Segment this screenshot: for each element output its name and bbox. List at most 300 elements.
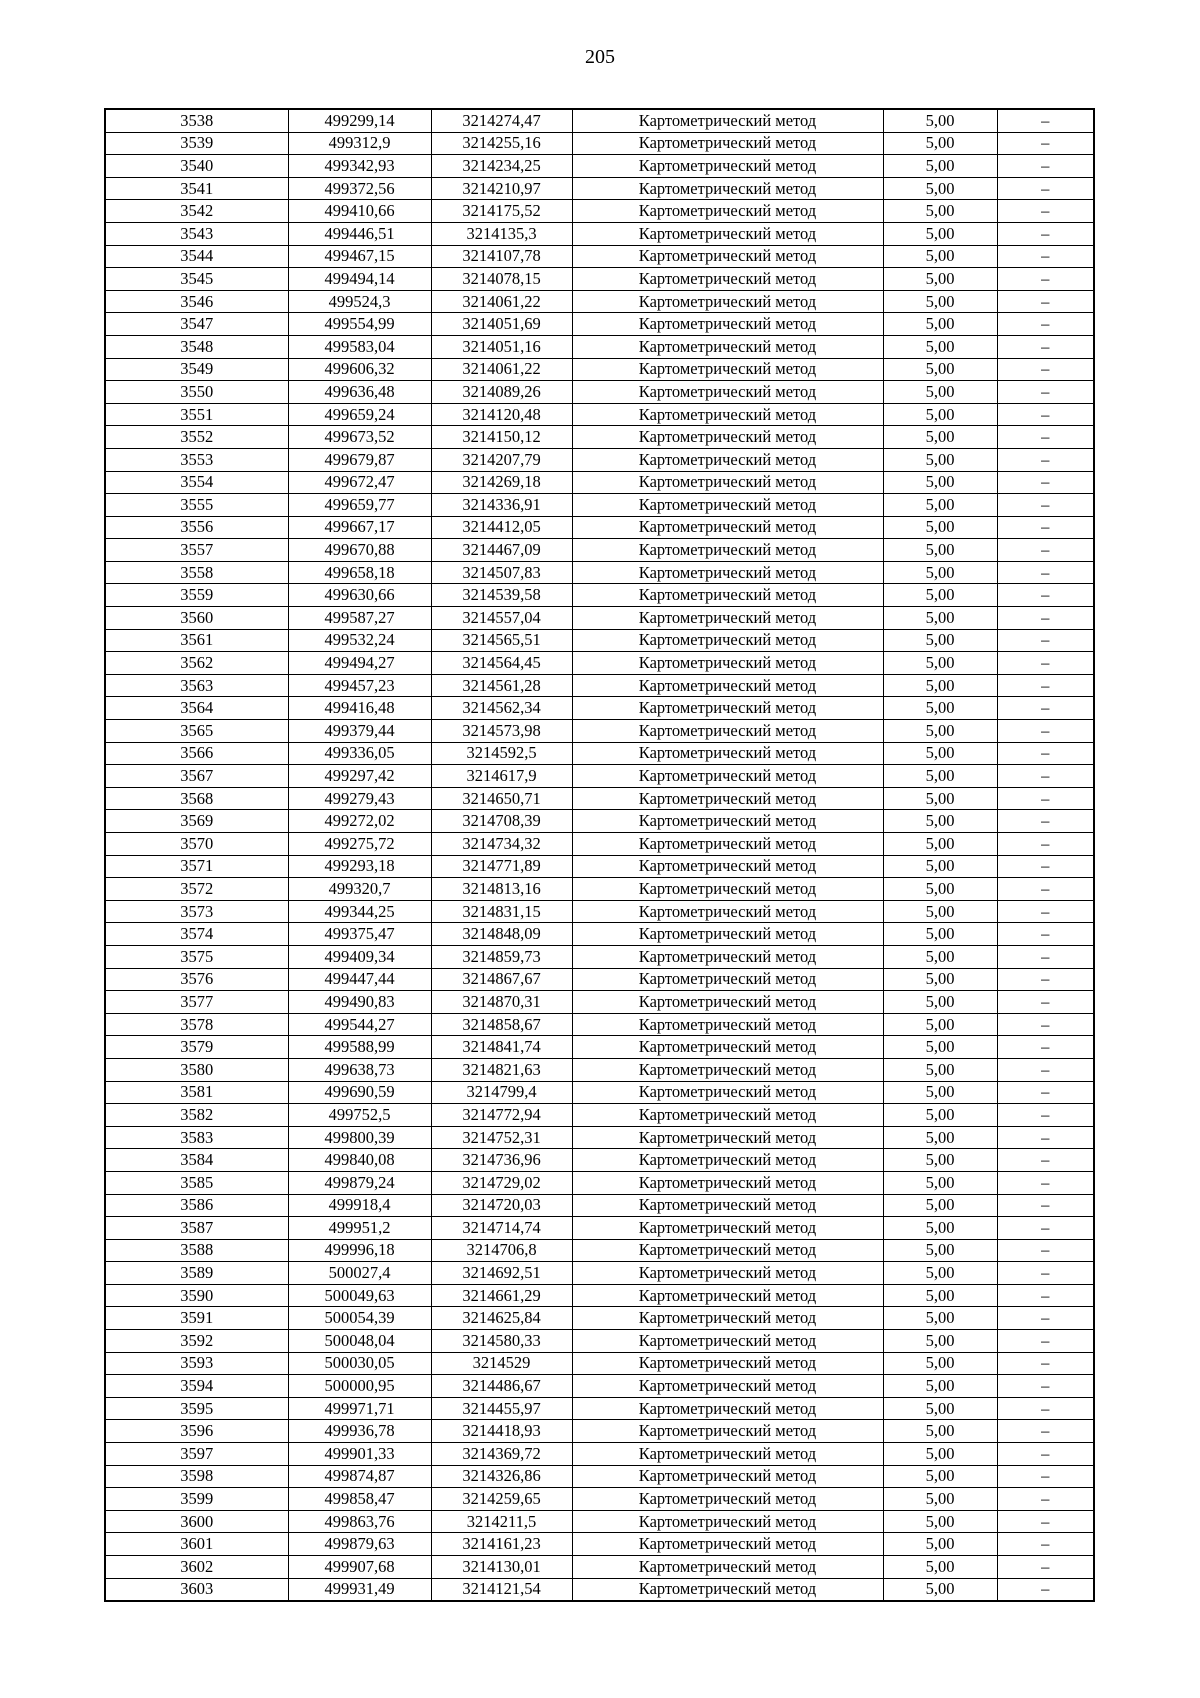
- accuracy-cell: 5,00: [883, 290, 997, 313]
- method-cell: Картометрический метод: [572, 968, 883, 991]
- method-cell: Картометрический метод: [572, 268, 883, 291]
- x-coordinate-cell: 499379,44: [288, 720, 431, 743]
- table-row: [105, 1262, 1094, 1285]
- x-coordinate-cell: 500030,05: [288, 1352, 431, 1375]
- description-cell: –: [997, 968, 1094, 991]
- method-cell: Картометрический метод: [572, 1578, 883, 1601]
- description-cell: –: [997, 878, 1094, 901]
- method-cell: Картометрический метод: [572, 1307, 883, 1330]
- method-cell: Картометрический метод: [572, 720, 883, 743]
- accuracy-cell: 5,00: [883, 132, 997, 155]
- accuracy-cell: 5,00: [883, 245, 997, 268]
- y-coordinate-cell: 3214848,09: [431, 923, 572, 946]
- table-row: [105, 1510, 1094, 1533]
- accuracy-cell: 5,00: [883, 539, 997, 562]
- point-number-cell: 3603: [105, 1578, 288, 1601]
- x-coordinate-cell: 499670,88: [288, 539, 431, 562]
- table-row: [105, 1194, 1094, 1217]
- table-row: [105, 1036, 1094, 1059]
- point-number-cell: 3578: [105, 1013, 288, 1036]
- y-coordinate-cell: 3214841,74: [431, 1036, 572, 1059]
- y-coordinate-cell: 3214207,79: [431, 448, 572, 471]
- y-coordinate-cell: 3214831,15: [431, 900, 572, 923]
- x-coordinate-cell: 499858,47: [288, 1488, 431, 1511]
- y-coordinate-cell: 3214255,16: [431, 132, 572, 155]
- y-coordinate-cell: 3214161,23: [431, 1533, 572, 1556]
- y-coordinate-cell: 3214269,18: [431, 471, 572, 494]
- description-cell: –: [997, 1126, 1094, 1149]
- point-number-cell: 3582: [105, 1104, 288, 1127]
- table-row: [105, 448, 1094, 471]
- accuracy-cell: 5,00: [883, 923, 997, 946]
- accuracy-cell: 5,00: [883, 1443, 997, 1466]
- description-cell: –: [997, 1510, 1094, 1533]
- table-row: [105, 607, 1094, 630]
- point-number-cell: 3562: [105, 652, 288, 675]
- table-row: [105, 290, 1094, 313]
- x-coordinate-cell: 500049,63: [288, 1284, 431, 1307]
- point-number-cell: 3599: [105, 1488, 288, 1511]
- description-cell: –: [997, 1307, 1094, 1330]
- y-coordinate-cell: 3214234,25: [431, 155, 572, 178]
- accuracy-cell: 5,00: [883, 335, 997, 358]
- x-coordinate-cell: 499690,59: [288, 1081, 431, 1104]
- description-cell: –: [997, 132, 1094, 155]
- point-number-cell: 3565: [105, 720, 288, 743]
- description-cell: –: [997, 1104, 1094, 1127]
- y-coordinate-cell: 3214859,73: [431, 945, 572, 968]
- x-coordinate-cell: 499840,08: [288, 1149, 431, 1172]
- method-cell: Картометрический метод: [572, 426, 883, 449]
- accuracy-cell: 5,00: [883, 1239, 997, 1262]
- description-cell: –: [997, 200, 1094, 223]
- y-coordinate-cell: 3214650,71: [431, 787, 572, 810]
- description-cell: –: [997, 1036, 1094, 1059]
- table-row: [105, 855, 1094, 878]
- table-row: [105, 1239, 1094, 1262]
- x-coordinate-cell: 499672,47: [288, 471, 431, 494]
- method-cell: Картометрический метод: [572, 1171, 883, 1194]
- method-cell: Картометрический метод: [572, 471, 883, 494]
- accuracy-cell: 5,00: [883, 833, 997, 856]
- table-row: [105, 1104, 1094, 1127]
- method-cell: Картометрический метод: [572, 900, 883, 923]
- point-number-cell: 3573: [105, 900, 288, 923]
- accuracy-cell: 5,00: [883, 720, 997, 743]
- accuracy-cell: 5,00: [883, 652, 997, 675]
- y-coordinate-cell: 3214061,22: [431, 290, 572, 313]
- accuracy-cell: 5,00: [883, 1533, 997, 1556]
- method-cell: Картометрический метод: [572, 1036, 883, 1059]
- table-row: [105, 155, 1094, 178]
- y-coordinate-cell: 3214870,31: [431, 991, 572, 1014]
- table-row: [105, 945, 1094, 968]
- table-row: [105, 1284, 1094, 1307]
- table-row: [105, 629, 1094, 652]
- point-number-cell: 3540: [105, 155, 288, 178]
- table-row: [105, 810, 1094, 833]
- point-number-cell: 3544: [105, 245, 288, 268]
- point-number-cell: 3600: [105, 1510, 288, 1533]
- description-cell: –: [997, 177, 1094, 200]
- method-cell: Картометрический метод: [572, 1239, 883, 1262]
- y-coordinate-cell: 3214529: [431, 1352, 572, 1375]
- accuracy-cell: 5,00: [883, 1465, 997, 1488]
- description-cell: –: [997, 471, 1094, 494]
- y-coordinate-cell: 3214507,83: [431, 561, 572, 584]
- method-cell: Картометрический метод: [572, 1149, 883, 1172]
- accuracy-cell: 5,00: [883, 426, 997, 449]
- point-number-cell: 3602: [105, 1556, 288, 1579]
- accuracy-cell: 5,00: [883, 900, 997, 923]
- method-cell: Картометрический метод: [572, 1262, 883, 1285]
- table-row: [105, 787, 1094, 810]
- accuracy-cell: 5,00: [883, 1578, 997, 1601]
- point-number-cell: 3556: [105, 516, 288, 539]
- accuracy-cell: 5,00: [883, 109, 997, 132]
- y-coordinate-cell: 3214486,67: [431, 1375, 572, 1398]
- point-number-cell: 3567: [105, 765, 288, 788]
- description-cell: –: [997, 1284, 1094, 1307]
- table-row: [105, 313, 1094, 336]
- accuracy-cell: 5,00: [883, 584, 997, 607]
- x-coordinate-cell: 500027,4: [288, 1262, 431, 1285]
- x-coordinate-cell: 499800,39: [288, 1126, 431, 1149]
- y-coordinate-cell: 3214557,04: [431, 607, 572, 630]
- description-cell: –: [997, 674, 1094, 697]
- point-number-cell: 3598: [105, 1465, 288, 1488]
- point-number-cell: 3548: [105, 335, 288, 358]
- table-row: [105, 561, 1094, 584]
- point-number-cell: 3539: [105, 132, 288, 155]
- description-cell: –: [997, 1465, 1094, 1488]
- x-coordinate-cell: 499588,99: [288, 1036, 431, 1059]
- point-number-cell: 3585: [105, 1171, 288, 1194]
- table-row: [105, 245, 1094, 268]
- y-coordinate-cell: 3214418,93: [431, 1420, 572, 1443]
- coordinates-table: [104, 108, 1095, 1602]
- accuracy-cell: 5,00: [883, 1510, 997, 1533]
- y-coordinate-cell: 3214729,02: [431, 1171, 572, 1194]
- y-coordinate-cell: 3214565,51: [431, 629, 572, 652]
- point-number-cell: 3587: [105, 1217, 288, 1240]
- method-cell: Картометрический метод: [572, 629, 883, 652]
- table-row: [105, 426, 1094, 449]
- page-number: 205: [585, 46, 615, 68]
- method-cell: Картометрический метод: [572, 584, 883, 607]
- method-cell: Картометрический метод: [572, 1533, 883, 1556]
- point-number-cell: 3543: [105, 222, 288, 245]
- point-number-cell: 3581: [105, 1081, 288, 1104]
- description-cell: –: [997, 1239, 1094, 1262]
- description-cell: –: [997, 1194, 1094, 1217]
- table-row: [105, 1488, 1094, 1511]
- table-row: [105, 403, 1094, 426]
- x-coordinate-cell: 499312,9: [288, 132, 431, 155]
- y-coordinate-cell: 3214259,65: [431, 1488, 572, 1511]
- accuracy-cell: 5,00: [883, 471, 997, 494]
- x-coordinate-cell: 499532,24: [288, 629, 431, 652]
- x-coordinate-cell: 499409,34: [288, 945, 431, 968]
- method-cell: Картометрический метод: [572, 674, 883, 697]
- method-cell: Картометрический метод: [572, 742, 883, 765]
- accuracy-cell: 5,00: [883, 403, 997, 426]
- point-number-cell: 3541: [105, 177, 288, 200]
- y-coordinate-cell: 3214734,32: [431, 833, 572, 856]
- table-row: [105, 1465, 1094, 1488]
- y-coordinate-cell: 3214821,63: [431, 1058, 572, 1081]
- x-coordinate-cell: 499272,02: [288, 810, 431, 833]
- y-coordinate-cell: 3214107,78: [431, 245, 572, 268]
- y-coordinate-cell: 3214412,05: [431, 516, 572, 539]
- point-number-cell: 3580: [105, 1058, 288, 1081]
- table-row: [105, 1375, 1094, 1398]
- point-number-cell: 3558: [105, 561, 288, 584]
- method-cell: Картометрический метод: [572, 1488, 883, 1511]
- y-coordinate-cell: 3214867,67: [431, 968, 572, 991]
- accuracy-cell: 5,00: [883, 991, 997, 1014]
- x-coordinate-cell: 499638,73: [288, 1058, 431, 1081]
- method-cell: Картометрический метод: [572, 1013, 883, 1036]
- accuracy-cell: 5,00: [883, 810, 997, 833]
- method-cell: Картометрический метод: [572, 1397, 883, 1420]
- table-row: [105, 1058, 1094, 1081]
- point-number-cell: 3566: [105, 742, 288, 765]
- x-coordinate-cell: 499971,71: [288, 1397, 431, 1420]
- y-coordinate-cell: 3214467,09: [431, 539, 572, 562]
- point-number-cell: 3571: [105, 855, 288, 878]
- method-cell: Картометрический метод: [572, 878, 883, 901]
- x-coordinate-cell: 499907,68: [288, 1556, 431, 1579]
- method-cell: Картометрический метод: [572, 697, 883, 720]
- x-coordinate-cell: 499446,51: [288, 222, 431, 245]
- method-cell: Картометрический метод: [572, 155, 883, 178]
- method-cell: Картометрический метод: [572, 810, 883, 833]
- method-cell: Картометрический метод: [572, 945, 883, 968]
- method-cell: Картометрический метод: [572, 109, 883, 132]
- method-cell: Картометрический метод: [572, 1217, 883, 1240]
- method-cell: Картометрический метод: [572, 200, 883, 223]
- coordinates-table-body: [105, 109, 1094, 1601]
- accuracy-cell: 5,00: [883, 1375, 997, 1398]
- x-coordinate-cell: 499372,56: [288, 177, 431, 200]
- point-number-cell: 3574: [105, 923, 288, 946]
- accuracy-cell: 5,00: [883, 1194, 997, 1217]
- description-cell: –: [997, 109, 1094, 132]
- y-coordinate-cell: 3214661,29: [431, 1284, 572, 1307]
- description-cell: –: [997, 855, 1094, 878]
- method-cell: Картометрический метод: [572, 381, 883, 404]
- y-coordinate-cell: 3214708,39: [431, 810, 572, 833]
- point-number-cell: 3568: [105, 787, 288, 810]
- y-coordinate-cell: 3214771,89: [431, 855, 572, 878]
- x-coordinate-cell: 499490,83: [288, 991, 431, 1014]
- y-coordinate-cell: 3214706,8: [431, 1239, 572, 1262]
- method-cell: Картометрический метод: [572, 1352, 883, 1375]
- point-number-cell: 3569: [105, 810, 288, 833]
- x-coordinate-cell: 499951,2: [288, 1217, 431, 1240]
- table-row: [105, 471, 1094, 494]
- x-coordinate-cell: 500048,04: [288, 1330, 431, 1353]
- description-cell: –: [997, 290, 1094, 313]
- x-coordinate-cell: 500054,39: [288, 1307, 431, 1330]
- description-cell: –: [997, 810, 1094, 833]
- y-coordinate-cell: 3214692,51: [431, 1262, 572, 1285]
- table-row: [105, 1307, 1094, 1330]
- method-cell: Картометрический метод: [572, 403, 883, 426]
- method-cell: Картометрический метод: [572, 290, 883, 313]
- x-coordinate-cell: 499344,25: [288, 900, 431, 923]
- table-row: [105, 878, 1094, 901]
- y-coordinate-cell: 3214562,34: [431, 697, 572, 720]
- accuracy-cell: 5,00: [883, 878, 997, 901]
- y-coordinate-cell: 3214274,47: [431, 109, 572, 132]
- description-cell: –: [997, 155, 1094, 178]
- x-coordinate-cell: 499494,14: [288, 268, 431, 291]
- description-cell: –: [997, 1058, 1094, 1081]
- accuracy-cell: 5,00: [883, 1352, 997, 1375]
- table-row: [105, 584, 1094, 607]
- y-coordinate-cell: 3214089,26: [431, 381, 572, 404]
- description-cell: –: [997, 245, 1094, 268]
- table-row: [105, 268, 1094, 291]
- table-row: [105, 539, 1094, 562]
- method-cell: Картометрический метод: [572, 607, 883, 630]
- accuracy-cell: 5,00: [883, 742, 997, 765]
- table-row: [105, 742, 1094, 765]
- description-cell: –: [997, 1488, 1094, 1511]
- description-cell: –: [997, 381, 1094, 404]
- y-coordinate-cell: 3214617,9: [431, 765, 572, 788]
- x-coordinate-cell: 499447,44: [288, 968, 431, 991]
- y-coordinate-cell: 3214736,96: [431, 1149, 572, 1172]
- accuracy-cell: 5,00: [883, 1262, 997, 1285]
- y-coordinate-cell: 3214772,94: [431, 1104, 572, 1127]
- x-coordinate-cell: 499879,63: [288, 1533, 431, 1556]
- y-coordinate-cell: 3214714,74: [431, 1217, 572, 1240]
- point-number-cell: 3579: [105, 1036, 288, 1059]
- point-number-cell: 3588: [105, 1239, 288, 1262]
- accuracy-cell: 5,00: [883, 787, 997, 810]
- description-cell: –: [997, 1375, 1094, 1398]
- table-row: [105, 222, 1094, 245]
- description-cell: –: [997, 697, 1094, 720]
- accuracy-cell: 5,00: [883, 629, 997, 652]
- table-row: [105, 765, 1094, 788]
- accuracy-cell: 5,00: [883, 1488, 997, 1511]
- accuracy-cell: 5,00: [883, 1307, 997, 1330]
- x-coordinate-cell: 499636,48: [288, 381, 431, 404]
- description-cell: –: [997, 335, 1094, 358]
- description-cell: –: [997, 1420, 1094, 1443]
- x-coordinate-cell: 499554,99: [288, 313, 431, 336]
- y-coordinate-cell: 3214150,12: [431, 426, 572, 449]
- y-coordinate-cell: 3214175,52: [431, 200, 572, 223]
- table-row: [105, 381, 1094, 404]
- point-number-cell: 3564: [105, 697, 288, 720]
- point-number-cell: 3554: [105, 471, 288, 494]
- accuracy-cell: 5,00: [883, 448, 997, 471]
- point-number-cell: 3590: [105, 1284, 288, 1307]
- point-number-cell: 3595: [105, 1397, 288, 1420]
- point-number-cell: 3542: [105, 200, 288, 223]
- description-cell: –: [997, 561, 1094, 584]
- x-coordinate-cell: 499587,27: [288, 607, 431, 630]
- table-row: [105, 923, 1094, 946]
- x-coordinate-cell: 499752,5: [288, 1104, 431, 1127]
- method-cell: Картометрический метод: [572, 1194, 883, 1217]
- method-cell: Картометрический метод: [572, 313, 883, 336]
- method-cell: Картометрический метод: [572, 787, 883, 810]
- table-row: [105, 1126, 1094, 1149]
- point-number-cell: 3553: [105, 448, 288, 471]
- description-cell: –: [997, 1262, 1094, 1285]
- accuracy-cell: 5,00: [883, 1104, 997, 1127]
- method-cell: Картометрический метод: [572, 1126, 883, 1149]
- x-coordinate-cell: 499299,14: [288, 109, 431, 132]
- accuracy-cell: 5,00: [883, 1149, 997, 1172]
- x-coordinate-cell: 499606,32: [288, 358, 431, 381]
- x-coordinate-cell: 499279,43: [288, 787, 431, 810]
- y-coordinate-cell: 3214561,28: [431, 674, 572, 697]
- table-row: [105, 358, 1094, 381]
- accuracy-cell: 5,00: [883, 1058, 997, 1081]
- point-number-cell: 3563: [105, 674, 288, 697]
- accuracy-cell: 5,00: [883, 968, 997, 991]
- accuracy-cell: 5,00: [883, 222, 997, 245]
- y-coordinate-cell: 3214564,45: [431, 652, 572, 675]
- table-row: [105, 1013, 1094, 1036]
- x-coordinate-cell: 499467,15: [288, 245, 431, 268]
- method-cell: Картометрический метод: [572, 539, 883, 562]
- accuracy-cell: 5,00: [883, 697, 997, 720]
- x-coordinate-cell: 499320,7: [288, 878, 431, 901]
- x-coordinate-cell: 499667,17: [288, 516, 431, 539]
- x-coordinate-cell: 500000,95: [288, 1375, 431, 1398]
- y-coordinate-cell: 3214210,97: [431, 177, 572, 200]
- y-coordinate-cell: 3214625,84: [431, 1307, 572, 1330]
- table-row: [105, 1217, 1094, 1240]
- y-coordinate-cell: 3214051,69: [431, 313, 572, 336]
- accuracy-cell: 5,00: [883, 1397, 997, 1420]
- point-number-cell: 3583: [105, 1126, 288, 1149]
- y-coordinate-cell: 3214752,31: [431, 1126, 572, 1149]
- method-cell: Картометрический метод: [572, 494, 883, 517]
- table-row: [105, 494, 1094, 517]
- description-cell: –: [997, 1556, 1094, 1579]
- accuracy-cell: 5,00: [883, 1171, 997, 1194]
- description-cell: –: [997, 584, 1094, 607]
- point-number-cell: 3551: [105, 403, 288, 426]
- x-coordinate-cell: 499297,42: [288, 765, 431, 788]
- point-number-cell: 3592: [105, 1330, 288, 1353]
- point-number-cell: 3576: [105, 968, 288, 991]
- accuracy-cell: 5,00: [883, 945, 997, 968]
- description-cell: –: [997, 652, 1094, 675]
- point-number-cell: 3550: [105, 381, 288, 404]
- table-row: [105, 1556, 1094, 1579]
- table-row: [105, 1081, 1094, 1104]
- table-row: [105, 1578, 1094, 1601]
- table-row: [105, 516, 1094, 539]
- y-coordinate-cell: 3214061,22: [431, 358, 572, 381]
- accuracy-cell: 5,00: [883, 313, 997, 336]
- x-coordinate-cell: 499679,87: [288, 448, 431, 471]
- description-cell: –: [997, 1578, 1094, 1601]
- point-number-cell: 3596: [105, 1420, 288, 1443]
- point-number-cell: 3538: [105, 109, 288, 132]
- method-cell: Картометрический метод: [572, 1058, 883, 1081]
